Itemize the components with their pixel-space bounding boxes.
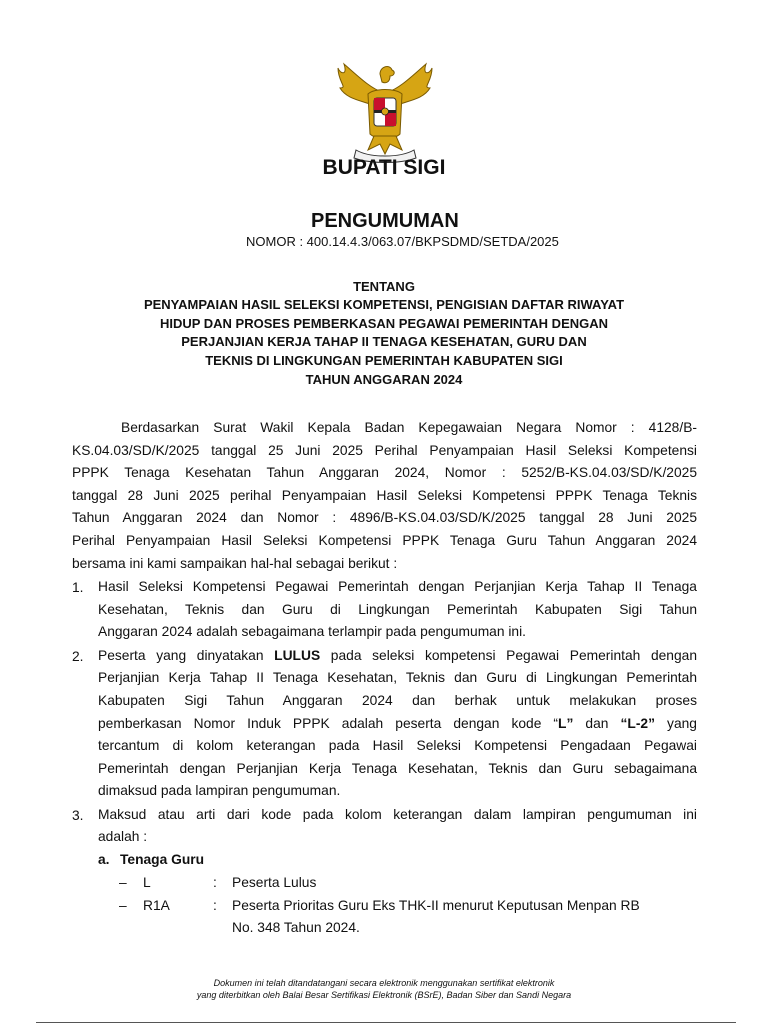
code-description-cont: No. 348 Tahun 2024. <box>232 920 360 935</box>
code-dash: – <box>119 875 127 890</box>
item-line: pemberkasan Nomor Induk PPPK adalah peserta dengan kode “L” dan “L-2” yang <box>98 716 697 731</box>
footer-note: Dokumen ini telah ditandatangani secara elektronik menggunakan sertifikat elektronik <box>213 978 555 988</box>
subject-line: TAHUN ANGGARAN 2024 <box>305 372 463 387</box>
code-l2: “L-2” <box>620 716 655 731</box>
item-line: Kabupaten Sigi Tahun Anggaran 2024 dan berhak untuk melakukan proses <box>98 693 697 708</box>
code-label: R1A <box>143 898 170 913</box>
item-line: dimaksud pada lampiran pengumuman. <box>98 783 341 798</box>
item-line: Anggaran 2024 adalah sebagaimana terlampir pada pengumuman ini. <box>98 624 526 639</box>
subject-line: TEKNIS DI LINGKUNGAN PEMERINTAH KABUPATEN SIGI <box>205 353 563 368</box>
code-description: Peserta Prioritas Guru Eks THK-II menurut Keputusan Menpan RB <box>232 898 640 913</box>
code-description: Peserta Lulus <box>232 875 317 890</box>
intro-line: PPPK Tenaga Kesehatan Tahun Anggaran 2024, Nomor : 5252/B-KS.04.03/SD/K/2025 <box>72 465 697 480</box>
lulus-emphasis: LULUS <box>274 648 321 663</box>
intro-line: Perihal Penyampaian Hasil Seleksi Kompetensi PPPK Tenaga Guru Tahun Anggaran 2024 <box>72 533 697 548</box>
item-line: Peserta yang dinyatakan LULUS pada seleksi kompetensi Pegawai Pemerintah dengan <box>98 648 697 663</box>
item-number: 2. <box>72 649 84 664</box>
item-number: 3. <box>72 808 84 823</box>
bottom-divider <box>36 1022 736 1023</box>
code-l: L” <box>558 716 574 731</box>
subject-label: TENTANG <box>353 279 415 294</box>
subject-line: HIDUP DAN PROSES PEMBERKASAN PEGAWAI PEMERINTAH DENGAN <box>159 316 609 331</box>
intro-line: Berdasarkan Surat Wakil Kepala Badan Kepegawaian Negara Nomor : 4128/B- <box>121 420 697 435</box>
subject-line: PENYAMPAIAN HASIL SELEKSI KOMPETENSI, PENGISIAN DAFTAR RIWAYAT <box>143 297 625 312</box>
announcement-number: NOMOR : 400.14.4.3/063.07/BKPSDMD/SETDA/2025 <box>246 234 559 249</box>
item-line: Hasil Seleksi Kompetensi Pegawai Pemerintah dengan Perjanjian Kerja Tahap II Tenaga <box>98 579 697 594</box>
footer-note: yang diterbitkan oleh Balai Besar Sertifikasi Elektronik (BSrE), Badan Siber dan Sandi Negara <box>196 990 572 1000</box>
item-number: 1. <box>72 580 84 595</box>
subject-line: PERJANJIAN KERJA TAHAP II TENAGA KESEHATAN, GURU DAN <box>181 334 587 349</box>
item-line: tercantum di kolom keterangan pada Hasil Seleksi Kompetensi Pengadaan Pegawai <box>98 738 697 753</box>
garuda-emblem-icon <box>330 58 440 166</box>
code-colon: : <box>213 875 217 890</box>
intro-line: KS.04.03/SD/K/2025 tanggal 25 Juni 2025 Perihal Penyampaian Hasil Seleksi Kompetensi <box>72 443 697 458</box>
item-line: Perjanjian Kerja Tahap II Tenaga Kesehatan, Teknis dan Guru di Lingkungan Pemerintah <box>98 670 697 685</box>
intro-line: tanggal 28 Juni 2025 perihal Penyampaian Hasil Seleksi Kompetensi PPPK Tenaga Teknis <box>72 488 697 503</box>
item-line: Kesehatan, Teknis dan Guru di Lingkungan Pemerintah Kabupaten Sigi Tahun <box>98 602 697 617</box>
issuer-title: BUPATI SIGI <box>322 156 446 179</box>
item-line: Pemerintah dengan Perjanjian Kerja Tenaga Kesehatan, Teknis dan Guru sebagaimana <box>98 761 697 776</box>
item-line: adalah : <box>98 829 148 844</box>
code-label: L <box>143 875 151 890</box>
intro-line: Tahun Anggaran 2024 dan Nomor : 4896/B-KS.04.03/SD/K/2025 tanggal 28 Juni 2025 <box>72 510 697 525</box>
intro-line: bersama ini kami sampaikan hal-hal sebagai berikut : <box>72 556 398 571</box>
item-line: Maksud atau arti dari kode pada kolom keterangan dalam lampiran pengumuman ini <box>98 807 697 822</box>
announcement-title: PENGUMUMAN <box>311 210 459 232</box>
subsection-letter: a. <box>98 852 110 867</box>
code-colon: : <box>213 898 217 913</box>
code-dash: – <box>119 898 127 913</box>
subsection-title: Tenaga Guru <box>120 852 205 867</box>
